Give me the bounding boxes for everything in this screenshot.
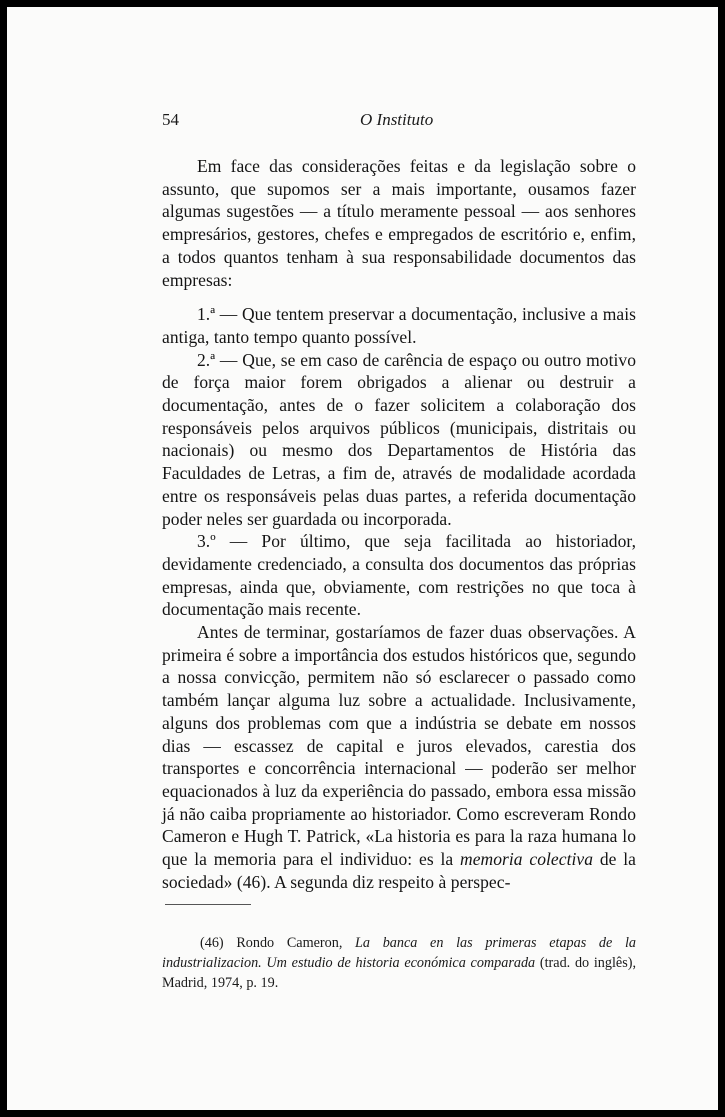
intro-paragraph: Em face das considerações feitas e da legislação sobre o assunto, que supomos ser a mais importante, ousamos fazer algumas sugestões — a título meramente pessoal — aos senhores empresários, gestores, chefes e empregados de escritório e, enfim, a todos quantos tenham à sua responsabilidade documentos das empresas: [162,156,636,290]
footnote-author: Rondo Cameron, [236,935,343,951]
footnote-details: (trad. do inglês), Madrid, 1974, p. 19. [162,955,637,991]
closing-italic-phrase: memoria colectiva [460,849,594,870]
closing-text-part2: de la sociedad» (46). A segunda diz respeito à perspec- [162,849,636,892]
running-title: O Instituto [360,110,434,129]
footnote-divider [165,904,251,905]
suggestion-1: 1.ª — Que tentem preservar a documentação, inclusive a mais antiga, tanto tempo quanto possível. [162,304,636,347]
footnote-title: La banca en las primeras etapas de la industrializacion. Um estudio de historia económica comparada [162,935,637,971]
body-text [162,155,636,894]
suggestion-2: 2.ª — Que, se em caso de carência de espaço ou outro motivo de força maior forem obrigados a alienar ou destruir a documentação, antes de o fazer solicitem a colaboração dos responsáveis pelos arquivos públicos (municipais, distritais ou nacionais) ou mesmo dos Departamentos de História das Faculdades de Letras, a fim de, através de modalidade acordada entre os responsáveis pelas duas partes, a referida documentação poder neles ser guardada ou incorporada. [162,349,636,529]
document-page [7,7,718,1110]
suggestion-3: 3.º — Por último, que seja facilitada ao historiador, devidamente credenciado, a consulta dos documentos das próprias empresas, ainda que, obviamente, com restrições no que toca à documentação mais recente. [162,531,636,620]
page-number: 54 [162,110,179,129]
closing-text-part1: Antes de terminar, gostaríamos de fazer duas observações. A primeira é sobre a importância dos estudos históricos que, segundo a nossa convicção, permitem não só esclarecer o passado como também lançar alguma luz sobre a actualidade. Inclusivamente, alguns dos problemas com que a indústria se debate em nossos dias — escassez de capital e juros elevados, carestia dos transportes e concorrência internacional — poderão ser melhor equacionados à luz da experiência do passado, embora essa missão já não caiba propriamente ao historiador. Como escreveram Rondo Cameron e Hugh T. Patrick, «La historia es para la raza humana lo que la memoria para el individuo: es la [162,622,636,870]
closing-paragraph [162,621,636,893]
footnote-number: (46) [200,935,224,951]
page-header [7,110,718,134]
footnote [162,933,636,993]
